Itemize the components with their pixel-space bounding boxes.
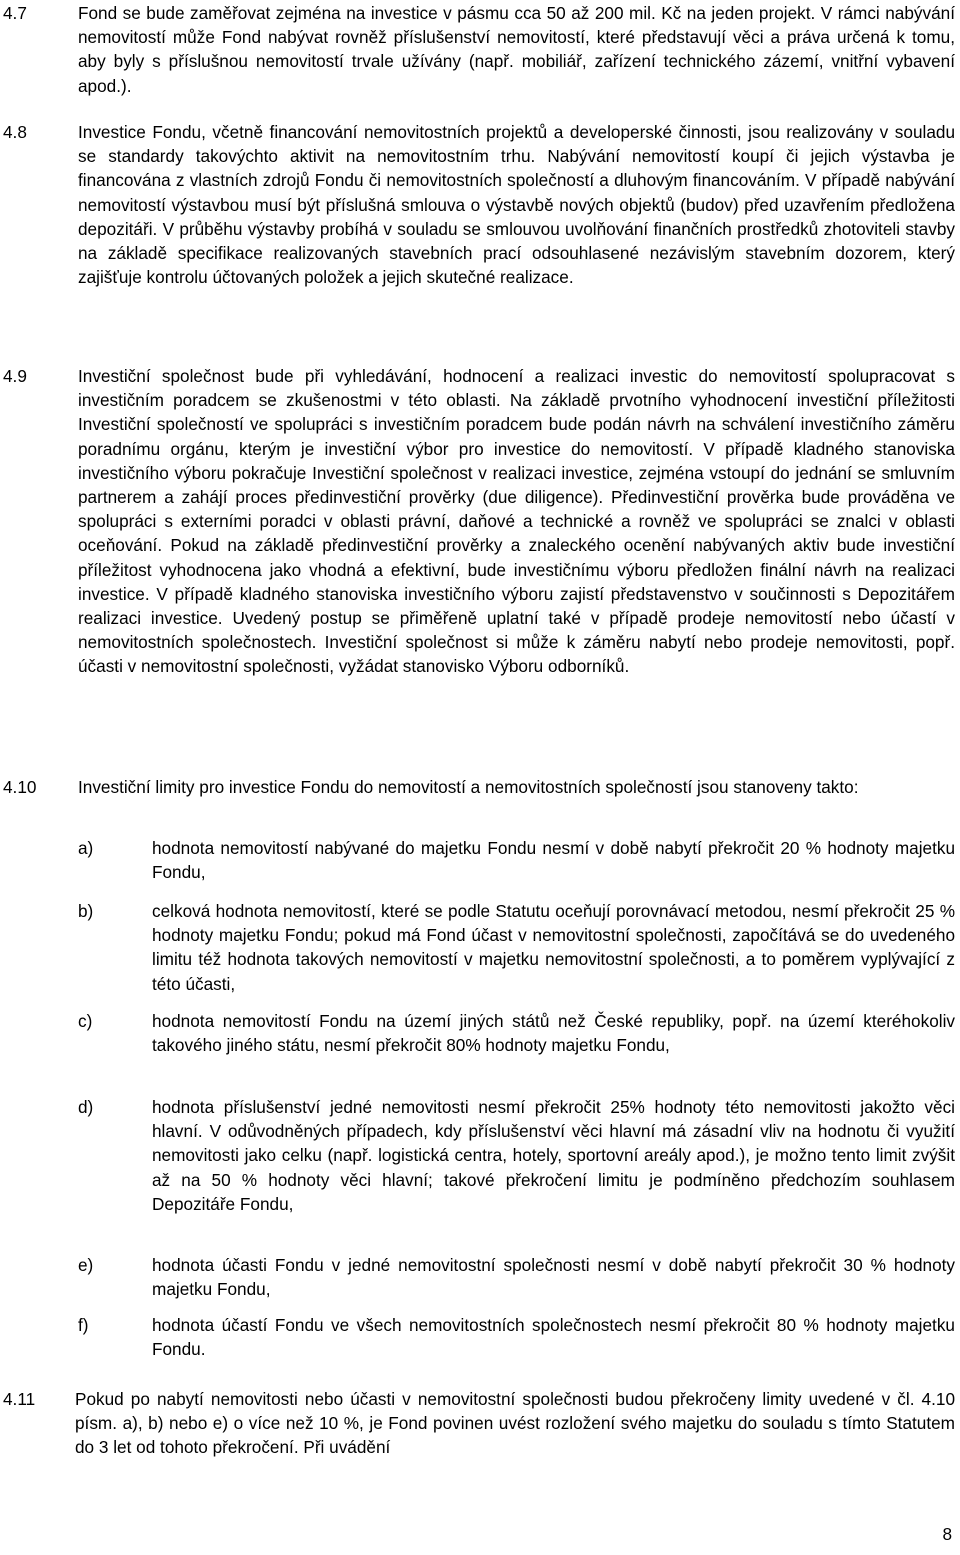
section-number: 4.7 xyxy=(3,3,27,23)
section-text: Investice Fondu, včetně financování nemovitostních projektů a developerské činnosti, jsou realizovány v souladu se standardy takovýchto aktivit na nemovitostním trhu. Nabývání nemovitostí koupí či jejich výstavba je financována z vlastních zdrojů Fondu či nemovitostních společností a dluhovým financováním. V případě nabývání nemovitostí výstavbou musí být příslušná smlouva o výstavbě nových objektů (budov) před uzavřením předložena depozitáři. V průběhu výstavby probíhá v souladu se smlouvou uvolňování finančních prostředků zhotoviteli stavby na základě specifikace realizovaných stavebních prací odsouhlasené nezávislým stavebním dozorem, který zajišťuje kontrolu účtovaných položek a jejich skutečné realizace. xyxy=(78,122,955,288)
section-text: Investiční společnost bude při vyhledávání, hodnocení a realizaci investic do nemovitostí spolupracovat s investičním poradcem se zkušenostmi v této oblasti. Na základě prvotního vyhodnocení investiční příležitosti Investiční společností ve spolupráci s investičním poradcem bude podán návrh na schválení investičního záměru poradnímu orgánu, kterým je investiční výbor pro investice do nemovitostí. V případě kladného stanoviska investičního výboru pokračuje Investiční společnost v realizaci investice, zejména vstoupí do jednání se smluvním partnerem a zahájí proces předinvestiční prověrky (due diligence). Předinvestiční prověrka bude prováděna ve spolupráci s externími poradci v oblasti právní, daňové a technické a rovněž ve spolupráci se znalci v oblasti oceňování. Pokud na základě předinvestiční prověrky a znaleckého ocenění nabývaných aktiv bude investiční příležitost vyhodnocena jako vhodná a efektivní, bude investičnímu výboru předložen finální návrh na realizaci investice. V případě kladného stanoviska investičního výboru zajistí představenstvo v součinnosti s Depozitářem realizaci investice. Uvedený postup se přiměřeně uplatní také v případě prodeje nemovitostí nebo účastí v nemovitostních společnostech. Investiční společnost si může k záměru nabytí nebo prodeje nemovitosti, popř. účasti v nemovitostní společnosti, vyžádat stanovisko Výboru odborníků. xyxy=(78,366,955,677)
section-number: 4.8 xyxy=(3,122,27,142)
list-item-text: hodnota účastí Fondu ve všech nemovitostních společnostech nesmí překročit 80 % hodnoty majetku Fondu. xyxy=(152,1315,955,1360)
list-item-label: b) xyxy=(78,901,94,921)
list-item-label: c) xyxy=(78,1011,93,1031)
page-number: 8 xyxy=(942,1524,952,1544)
list-item-label: e) xyxy=(78,1255,94,1275)
section-text: Pokud po nabytí nemovitosti nebo účasti v nemovitostní společnosti budou překročeny limity uvedené v čl. 4.10 písm. a), b) nebo e) o více než 10 %, je Fond povinen uvést rozložení svého majetku do souladu s tímto Statutem do 3 let od tohoto překročení. Při uvádění xyxy=(75,1389,955,1458)
section-text: Fond se bude zaměřovat zejména na investice v pásmu cca 50 až 200 mil. Kč na jeden projekt. V rámci nabývání nemovitostí může Fond nabývat rovněž příslušenství nemovitostí, které představují věci a práva určená k tomu, aby byly s příslušnou nemovitostí trvale užívány (např. mobiliář, zařízení technického zázemí, vnitřní vybavení apod.). xyxy=(78,3,955,96)
section-number: 4.11 xyxy=(3,1389,36,1409)
list-item-text: hodnota účasti Fondu v jedné nemovitostní společnosti nesmí v době nabytí překročit 30 % hodnoty majetku Fondu, xyxy=(152,1255,955,1300)
list-item-label: a) xyxy=(78,838,94,858)
list-item-text: hodnota příslušenství jedné nemovitosti nesmí překročit 25% hodnoty této nemovitosti jakožto věci hlavní. V odůvodněných případech, kdy příslušenství věci hlavní má zásadní vliv na hodnotu či využití nemovitosti jako celku (např. logistická centra, hotely, sportovní areály apod.), je možno tento limit zvýšit až na 50 % hodnoty věci hlavní; takové překročení limitu je podmíněno předchozím souhlasem Depozitáře Fondu, xyxy=(152,1097,955,1214)
list-item-text: hodnota nemovitostí Fondu na území jiných států než České republiky, popř. na území kteréhokoliv takového jiného státu, nesmí překročit 80% hodnoty majetku Fondu, xyxy=(152,1011,955,1056)
list-item-text: celková hodnota nemovitostí, které se podle Statutu oceňují porovnávací metodou, nesmí překročit 25 % hodnoty majetku Fondu; pokud má Fond účast v nemovitostní společnosti, započítává se do uvedeného limitu též hodnota takových nemovitostí v majetku nemovitostní společnosti, a to poměrem vyplývající z této účasti, xyxy=(152,901,955,994)
list-item-text: hodnota nemovitostí nabývané do majetku Fondu nesmí v době nabytí překročit 20 % hodnoty majetku Fondu, xyxy=(152,838,955,883)
section-number: 4.10 xyxy=(3,777,37,797)
section-number: 4.9 xyxy=(3,366,27,386)
section-text: Investiční limity pro investice Fondu do nemovitostí a nemovitostních společností jsou stanoveny takto: xyxy=(78,777,859,797)
list-item-label: f) xyxy=(78,1315,89,1335)
list-item-label: d) xyxy=(78,1097,94,1117)
